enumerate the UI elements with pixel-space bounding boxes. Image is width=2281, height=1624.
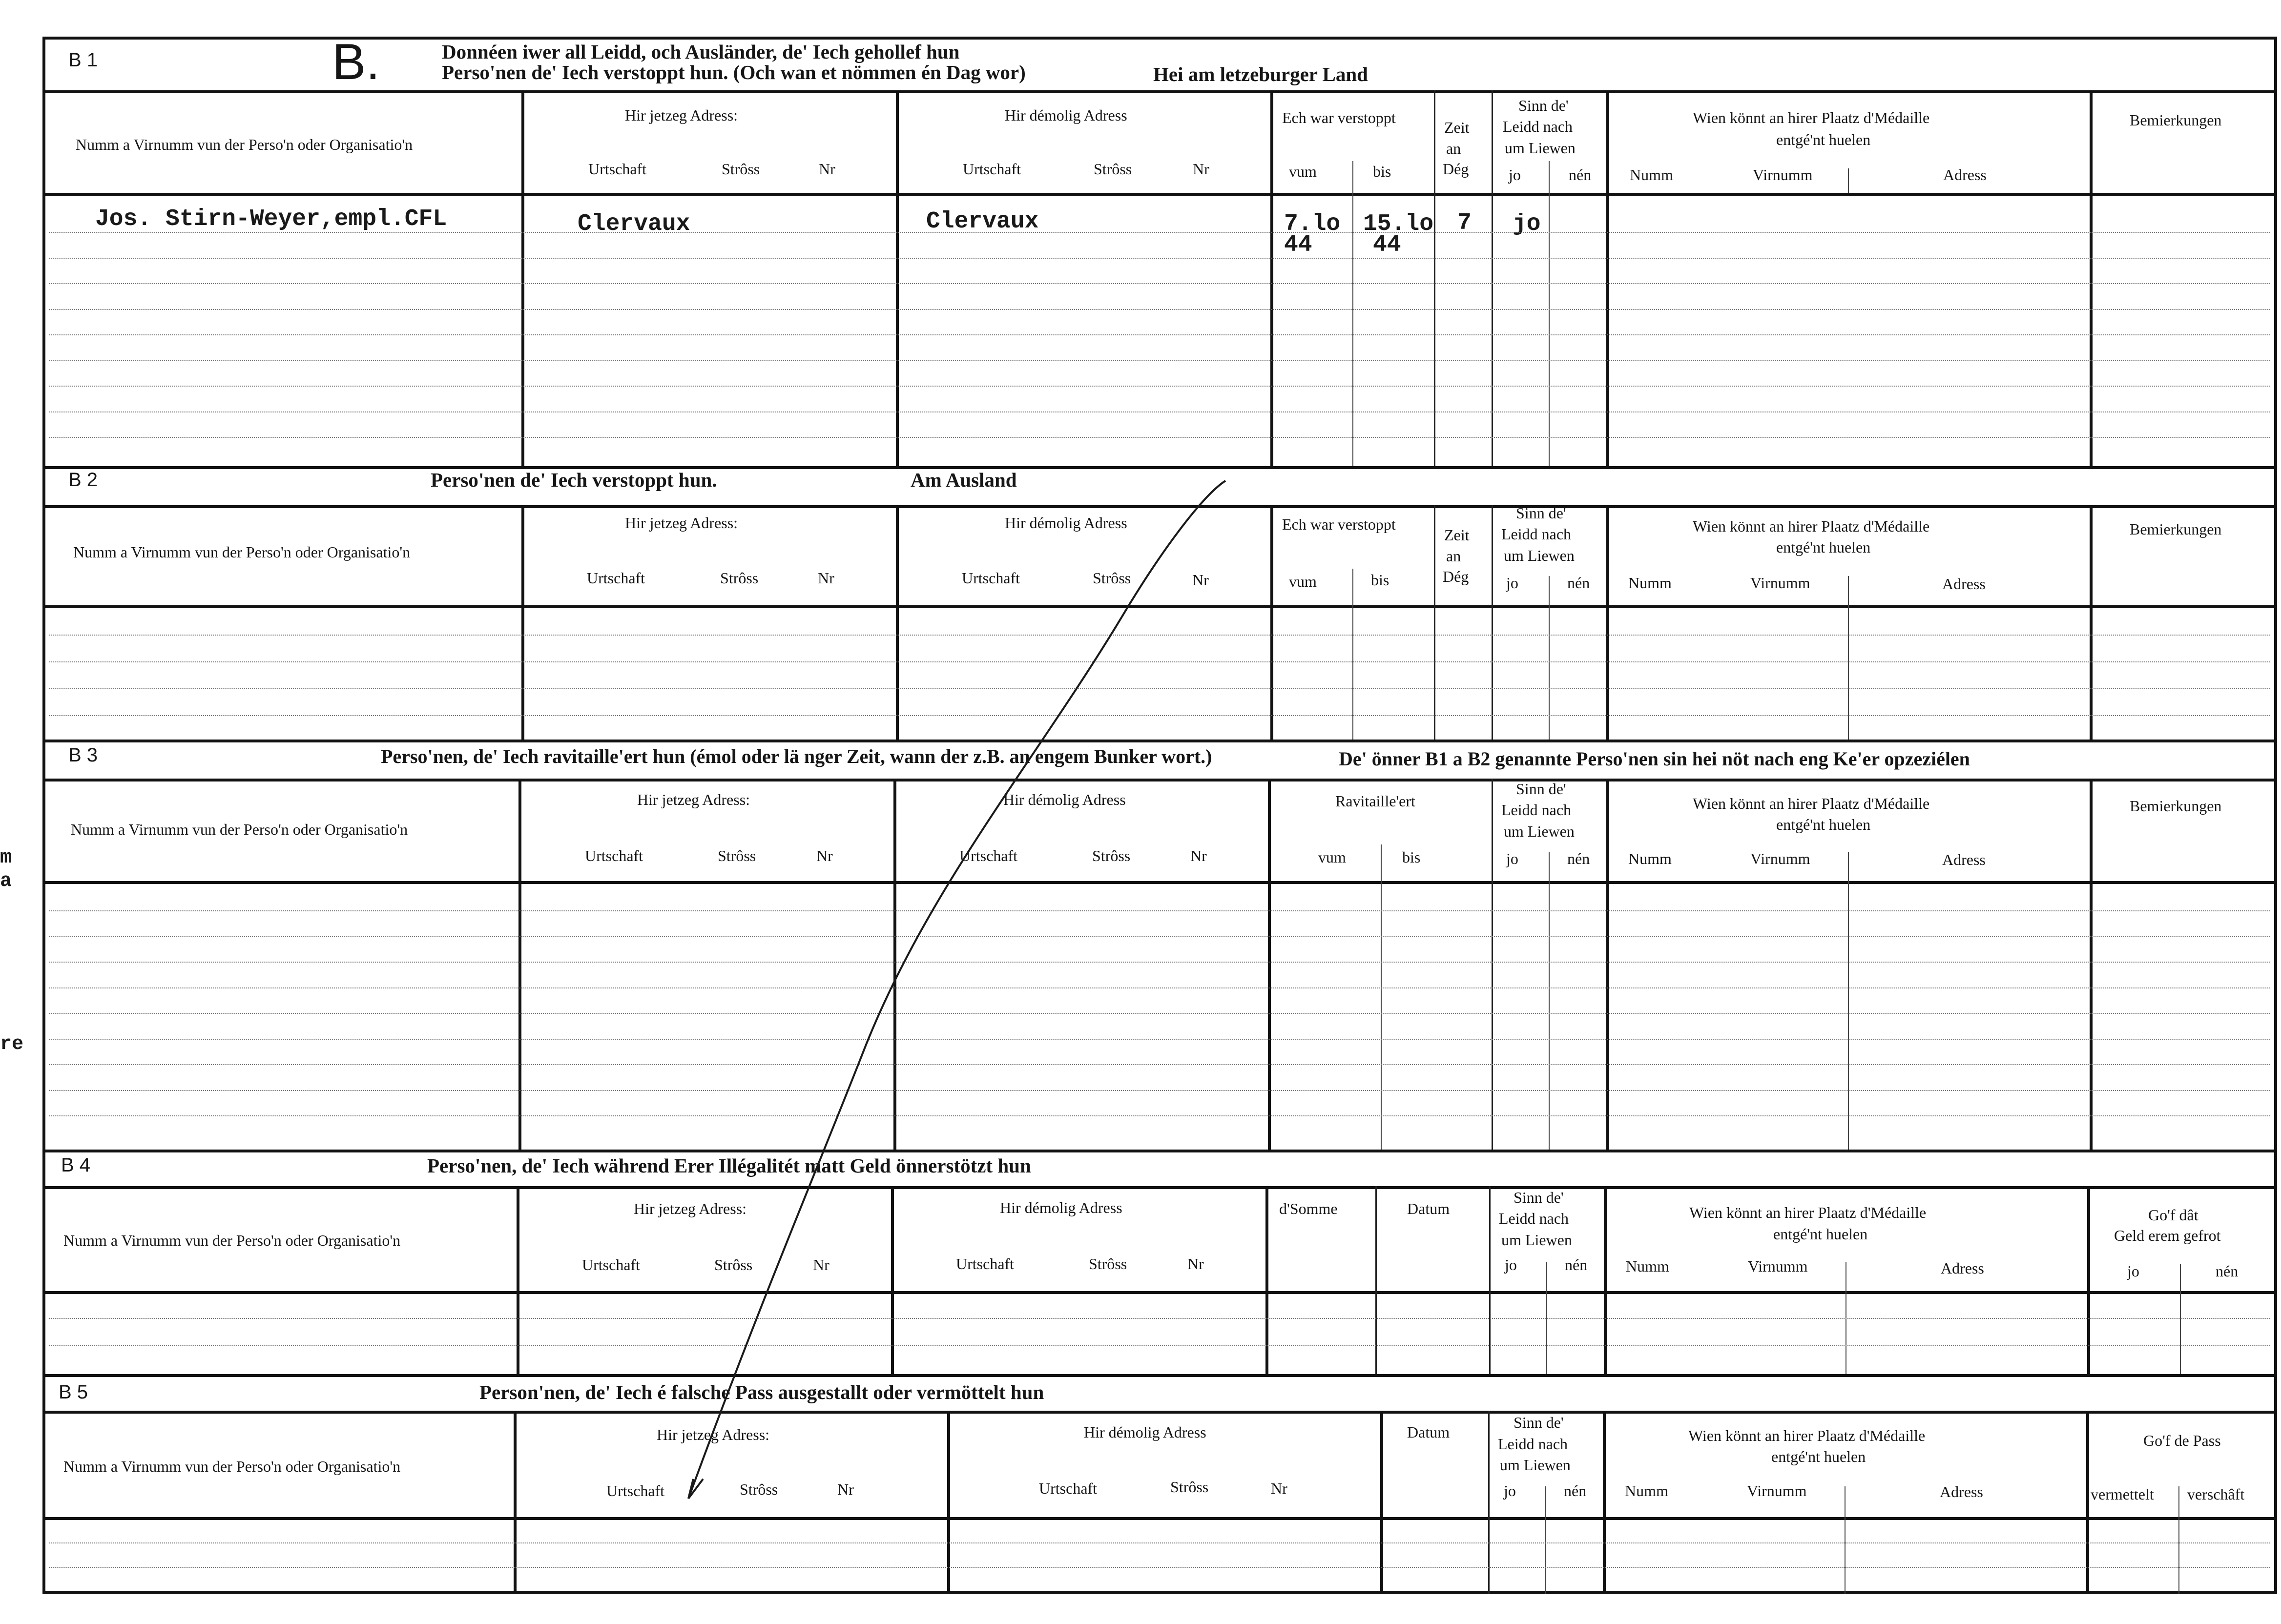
locality-header: Urtschaft bbox=[1039, 1480, 1098, 1497]
money-returned-header: Geld erem gefrot bbox=[2114, 1227, 2221, 1244]
to-header: bis bbox=[1371, 571, 1389, 589]
yes-header: jo bbox=[1504, 1482, 1516, 1500]
current-address-header: Hir jetzeg Adress: bbox=[634, 1200, 747, 1217]
to-header: bis bbox=[1373, 163, 1391, 180]
alive-header: Sinn de' bbox=[1516, 504, 1566, 522]
address-header: Adress bbox=[1940, 1483, 1983, 1501]
alive-header: um Liewen bbox=[1501, 1231, 1572, 1249]
entry-from: 7.lo bbox=[1284, 211, 1341, 237]
street-header: Strôss bbox=[714, 1256, 753, 1274]
locality-header: Urtschaft bbox=[959, 847, 1018, 864]
alive-header: Leidd nach bbox=[1503, 118, 1573, 135]
former-address-header: Hir démolig Adress bbox=[1000, 1199, 1122, 1216]
days-header: Zeit bbox=[1444, 119, 1470, 136]
section-label: B 2 bbox=[68, 469, 98, 491]
medal-header: Wien könnt an hirer Plaatz d'Médaille bbox=[1693, 517, 1930, 535]
current-address-header: Hir jetzeg Adress: bbox=[625, 514, 738, 532]
last-name-header: Virnumm bbox=[1747, 1482, 1807, 1500]
address-header: Adress bbox=[1942, 575, 1986, 593]
section-label: B 3 bbox=[68, 744, 98, 766]
former-address-header: Hir démolig Adress bbox=[1005, 514, 1127, 532]
number-header: Nr bbox=[837, 1480, 854, 1498]
money-returned-header: Go'f dât bbox=[2148, 1206, 2198, 1224]
section-title-2: Perso'nen de' Iech verstoppt hun. (Och wan et nömmen én Dag wor) bbox=[442, 61, 1026, 83]
current-address-header: Hir jetzeg Adress: bbox=[637, 791, 750, 808]
days-header: an bbox=[1446, 140, 1461, 157]
street-header: Strôss bbox=[1092, 847, 1131, 864]
no-header: nén bbox=[1567, 850, 1590, 867]
alive-header: um Liewen bbox=[1505, 139, 1576, 157]
number-header: Nr bbox=[813, 1256, 829, 1274]
current-address-header: Hir jetzeg Adress: bbox=[625, 106, 738, 124]
entry-name: Jos. Stirn-Weyer,empl.CFL bbox=[95, 206, 447, 232]
locality-header: Urtschaft bbox=[962, 569, 1020, 587]
margin-mark-re: re bbox=[0, 1033, 24, 1055]
remarks-header: Bemierkungen bbox=[2130, 797, 2222, 815]
medal-header: entgé'nt huelen bbox=[1776, 131, 1871, 148]
locality-header: Urtschaft bbox=[963, 160, 1021, 178]
no-header: nén bbox=[1565, 1256, 1588, 1274]
section-label: B 1 bbox=[68, 49, 98, 71]
entry-to: 15.lo bbox=[1363, 211, 1434, 237]
section-title: Person'nen, de' Iech é falsche Pass ausgestallt oder vermöttelt hun bbox=[479, 1381, 1044, 1403]
former-address-header: Hir démolig Adress bbox=[1084, 1423, 1206, 1441]
entry-to-year: 44 bbox=[1373, 232, 1401, 258]
medal-header: entgé'nt huelen bbox=[1776, 816, 1871, 833]
yes-header: jo bbox=[1506, 850, 1518, 867]
alive-header: Sinn de' bbox=[1514, 1414, 1564, 1431]
section-subtitle: De' önner B1 a B2 genannte Perso'nen sin hei nöt nach eng Ke'er opzeziélen bbox=[1339, 748, 1970, 770]
medal-header: Wien könnt an hirer Plaatz d'Médaille bbox=[1689, 1204, 1927, 1221]
form-letter: B. bbox=[332, 34, 380, 90]
yes-header: jo bbox=[1509, 166, 1521, 184]
street-header: Strôss bbox=[1170, 1478, 1209, 1496]
number-header: Nr bbox=[1193, 160, 1209, 178]
supplied-header: Ravitaille'ert bbox=[1335, 792, 1415, 810]
street-header: Strôss bbox=[1089, 1255, 1127, 1273]
street-header: Strôss bbox=[1093, 569, 1131, 587]
locality-header: Urtschaft bbox=[582, 1256, 641, 1274]
issued-header: vermettelt bbox=[2091, 1485, 2154, 1503]
name-column-header: Numm a Virnumm vun der Perso'n oder Organisatio'n bbox=[76, 136, 413, 153]
first-name-header: Numm bbox=[1625, 1482, 1668, 1500]
margin-mark-m: m bbox=[0, 847, 12, 869]
alive-header: um Liewen bbox=[1504, 822, 1575, 840]
last-name-header: Virnumm bbox=[1753, 166, 1813, 184]
address-header: Adress bbox=[1941, 1259, 1984, 1277]
days-header: Dég bbox=[1443, 568, 1469, 585]
medal-header: Wien könnt an hirer Plaatz d'Médaille bbox=[1693, 109, 1930, 126]
alive-header: Leidd nach bbox=[1501, 801, 1572, 819]
from-header: vum bbox=[1289, 163, 1317, 180]
section-title: Donnéen iwer all Leidd, och Ausländer, de' Iech gehollef hun bbox=[442, 41, 960, 63]
locality-header: Urtschaft bbox=[956, 1255, 1015, 1273]
pass-header: Go'f de Pass bbox=[2143, 1432, 2221, 1449]
section-title: Perso'nen, de' Iech ravitaille'ert hun (émol oder lä nger Zeit, wann der z.B. an engem Bunker wort.) bbox=[381, 745, 1212, 767]
alive-header: Leidd nach bbox=[1498, 1435, 1568, 1453]
sum-header: d'Somme bbox=[1279, 1200, 1338, 1217]
procured-header: verschâft bbox=[2187, 1485, 2245, 1503]
name-column-header: Numm a Virnumm vun der Perso'n oder Organisatio'n bbox=[71, 821, 408, 838]
hidden-period-header: Ech war verstoppt bbox=[1282, 515, 1396, 533]
medal-header: Wien könnt an hirer Plaatz d'Médaille bbox=[1693, 795, 1930, 812]
former-address-header: Hir démolig Adress bbox=[1003, 791, 1126, 808]
from-header: vum bbox=[1318, 848, 1346, 866]
entry-from-year: 44 bbox=[1284, 232, 1312, 258]
section-title: Perso'nen, de' Iech während Erer Illégalitét matt Geld önnerstötzt hun bbox=[427, 1154, 1031, 1177]
locality-header: Urtschaft bbox=[585, 847, 643, 864]
medal-header: entgé'nt huelen bbox=[1773, 1225, 1868, 1243]
section-subtitle: Am Ausland bbox=[911, 469, 1017, 491]
address-header: Adress bbox=[1943, 166, 1987, 184]
street-header: Strôss bbox=[740, 1480, 778, 1498]
number-header: Nr bbox=[1192, 571, 1209, 589]
alive-header: um Liewen bbox=[1500, 1456, 1571, 1474]
alive-header: Leidd nach bbox=[1499, 1210, 1569, 1227]
yes-header: jo bbox=[2127, 1262, 2139, 1280]
yes-header: jo bbox=[1506, 574, 1518, 592]
section-label: B 5 bbox=[59, 1381, 88, 1403]
alive-header: um Liewen bbox=[1504, 547, 1575, 564]
section-label: B 4 bbox=[61, 1154, 91, 1176]
days-header: an bbox=[1446, 547, 1461, 565]
section-subtitle: Hei am letzeburger Land bbox=[1153, 63, 1368, 85]
name-column-header: Numm a Virnumm vun der Perso'n oder Organisatio'n bbox=[63, 1232, 401, 1249]
street-header: Strôss bbox=[1094, 160, 1132, 178]
entry-alive: jo bbox=[1513, 211, 1541, 237]
yes-header: jo bbox=[1505, 1256, 1517, 1274]
from-header: vum bbox=[1289, 573, 1317, 590]
locality-header: Urtschaft bbox=[587, 569, 645, 587]
medal-header: entgé'nt huelen bbox=[1771, 1448, 1866, 1465]
last-name-header: Virnumm bbox=[1748, 1257, 1808, 1275]
number-header: Nr bbox=[1271, 1480, 1287, 1497]
locality-header: Urtschaft bbox=[588, 160, 647, 178]
locality-header: Urtschaft bbox=[606, 1482, 665, 1500]
name-column-header: Numm a Virnumm vun der Perso'n oder Organisatio'n bbox=[73, 543, 411, 561]
number-header: Nr bbox=[816, 847, 833, 864]
number-header: Nr bbox=[1190, 847, 1207, 864]
alive-header: Leidd nach bbox=[1501, 525, 1572, 543]
street-header: Strôss bbox=[720, 569, 759, 587]
number-header: Nr bbox=[818, 569, 834, 587]
last-name-header: Virnumm bbox=[1750, 850, 1810, 867]
entry-current-locality: Clervaux bbox=[578, 211, 690, 237]
section-title: Perso'nen de' Iech verstoppt hun. bbox=[431, 469, 717, 491]
first-name-header: Numm bbox=[1628, 850, 1672, 867]
entry-former-locality: Clervaux bbox=[926, 208, 1039, 235]
no-header: nén bbox=[1564, 1482, 1587, 1500]
date-header: Datum bbox=[1407, 1423, 1450, 1441]
alive-header: Sinn de' bbox=[1516, 780, 1566, 798]
hidden-period-header: Ech war verstoppt bbox=[1282, 109, 1396, 126]
street-header: Strôss bbox=[718, 847, 756, 864]
name-column-header: Numm a Virnumm vun der Perso'n oder Organisatio'n bbox=[63, 1458, 401, 1475]
days-header: Dég bbox=[1443, 160, 1469, 178]
to-header: bis bbox=[1402, 848, 1421, 866]
number-header: Nr bbox=[819, 160, 835, 178]
date-header: Datum bbox=[1407, 1200, 1450, 1217]
no-header: nén bbox=[1567, 574, 1590, 592]
first-name-header: Numm bbox=[1626, 1257, 1669, 1275]
address-header: Adress bbox=[1942, 851, 1986, 868]
first-name-header: Numm bbox=[1628, 574, 1672, 592]
entry-days: 7 bbox=[1457, 210, 1472, 236]
street-header: Strôss bbox=[722, 160, 760, 178]
former-address-header: Hir démolig Adress bbox=[1005, 106, 1127, 124]
alive-header: Sinn de' bbox=[1518, 97, 1569, 114]
medal-header: Wien könnt an hirer Plaatz d'Médaille bbox=[1688, 1427, 1926, 1444]
remarks-header: Bemierkungen bbox=[2130, 111, 2222, 129]
number-header: Nr bbox=[1187, 1255, 1204, 1273]
current-address-header: Hir jetzeg Adress: bbox=[657, 1426, 770, 1443]
remarks-header: Bemierkungen bbox=[2130, 520, 2222, 538]
no-header: nén bbox=[2216, 1262, 2239, 1280]
first-name-header: Numm bbox=[1630, 166, 1673, 184]
margin-mark-a: a bbox=[0, 870, 12, 892]
alive-header: Sinn de' bbox=[1514, 1189, 1564, 1206]
last-name-header: Virnumm bbox=[1750, 574, 1810, 592]
medal-header: entgé'nt huelen bbox=[1776, 538, 1871, 556]
no-header: nén bbox=[1569, 166, 1592, 184]
days-header: Zeit bbox=[1444, 526, 1470, 544]
